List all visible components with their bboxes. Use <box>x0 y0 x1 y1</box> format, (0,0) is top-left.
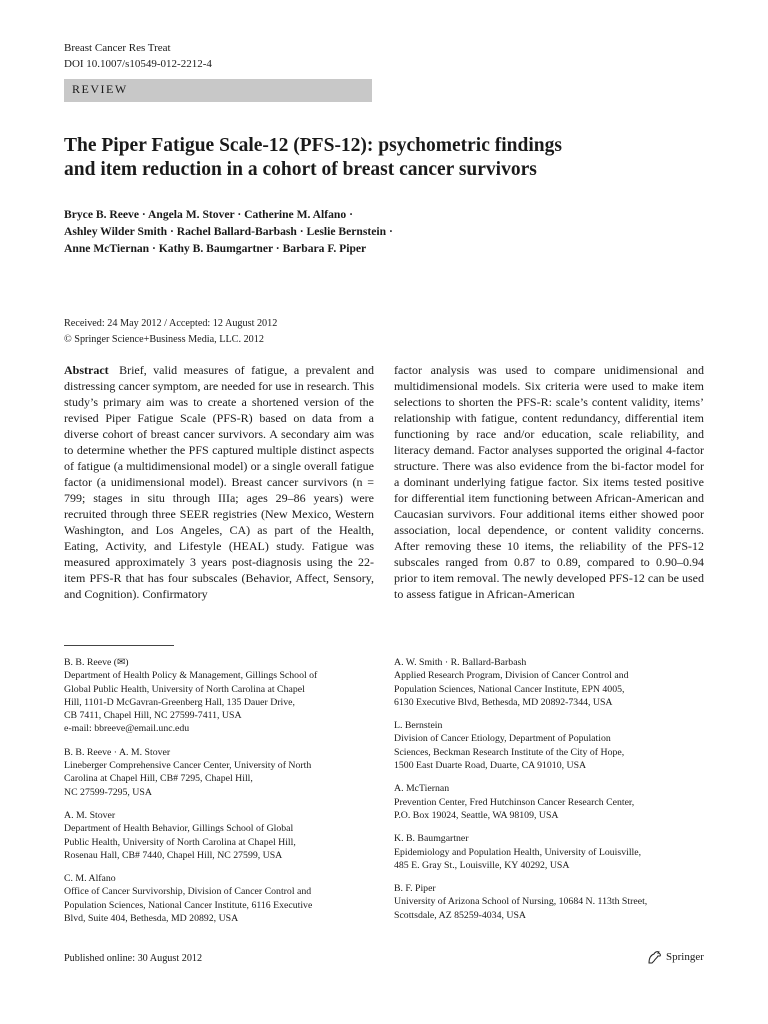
affiliation-line: 6130 Executive Blvd, Bethesda, MD 20892-7344, USA <box>394 696 613 708</box>
affiliation-line: 1500 East Duarte Road, Duarte, CA 91010, USA <box>394 760 587 772</box>
affiliation-line: Applied Research Program, Division of Cancer Control and <box>394 670 629 682</box>
affiliation-line: CB 7411, Chapel Hill, NC 27599-7411, USA <box>64 710 242 722</box>
affiliation-author: A. M. Stover <box>64 809 116 821</box>
authors-line-1: Bryce B. Reeve · Angela M. Stover · Catherine M. Alfano · <box>64 208 353 221</box>
affiliation-author: B. F. Piper <box>394 883 436 895</box>
affiliation-line: Hill, 1101-D McGavran-Greenberg Hall, 135 Dauer Drive, <box>64 696 295 708</box>
affiliation-line: Rosenau Hall, CB# 7440, Chapel Hill, NC 27599, USA <box>64 849 283 861</box>
affiliation-author: A. McTiernan <box>394 783 450 795</box>
author-list <box>64 206 724 257</box>
section-banner <box>64 79 372 102</box>
affiliation-block <box>394 656 704 709</box>
affiliation-line: Office of Cancer Survivorship, Division of Cancer Control and <box>64 886 312 898</box>
affiliation-line: Department of Health Behavior, Gillings School of Global <box>64 823 294 835</box>
affiliation-line: Public Health, University of North Carolina at Chapel Hill, <box>64 836 296 848</box>
article-dates <box>64 316 277 348</box>
affiliation-block <box>64 746 374 799</box>
affiliation-block <box>394 782 704 822</box>
footnote-rule <box>64 645 174 646</box>
affiliation-block <box>64 656 374 736</box>
published-date: Published online: 30 August 2012 <box>64 953 203 964</box>
affiliation-author: B. B. Reeve · A. M. Stover <box>64 746 171 758</box>
affiliation-line: University of Arizona School of Nursing, 10684 N. 113th Street, <box>394 896 648 908</box>
copyright: © Springer Science+Business Media, LLC. 2012 <box>64 334 264 345</box>
affiliation-line: Population Sciences, National Cancer Institute, 6116 Executive <box>64 899 313 911</box>
affiliation-line: Prevention Center, Fred Hutchinson Cancer Research Center, <box>394 796 635 808</box>
affiliation-block <box>394 832 704 872</box>
affiliation-line: Lineberger Comprehensive Cancer Center, University of North <box>64 760 312 772</box>
affiliation-line: Department of Health Policy & Management, Gillings School of <box>64 670 318 682</box>
affiliation-line: Population Sciences, National Cancer Institute, EPN 4005, <box>394 683 625 695</box>
journal-header <box>64 40 212 72</box>
affiliations-left <box>64 656 374 935</box>
affiliation-author: K. B. Baumgartner <box>394 833 469 845</box>
doi: DOI 10.1007/s10549-012-2212-4 <box>64 58 212 70</box>
authors-line-2: Ashley Wilder Smith · Rachel Ballard-Barbash · Leslie Bernstein · <box>64 225 393 238</box>
affiliation-block <box>64 872 374 925</box>
affiliation-author: C. M. Alfano <box>64 873 116 885</box>
received-accepted: Received: 24 May 2012 / Accepted: 12 August 2012 <box>64 318 278 329</box>
springer-horse-icon <box>646 950 662 964</box>
article-title <box>64 134 684 182</box>
authors-line-3: Anne McTiernan · Kathy B. Baumgartner · Barbara F. Piper <box>64 242 367 255</box>
affiliation-line: Epidemiology and Population Health, University of Louisville, <box>394 846 642 858</box>
abstract-column-left <box>64 362 374 602</box>
affiliation-line: Carolina at Chapel Hill, CB# 7295, Chapel Hill, <box>64 773 253 785</box>
section-label: REVIEW <box>72 82 128 96</box>
affiliation-line: Scottsdale, AZ 85259-4034, USA <box>394 909 526 921</box>
affiliation-line: Blvd, Suite 404, Bethesda, MD 20892, USA <box>64 913 239 925</box>
affiliation-block <box>394 882 704 922</box>
abstract-column-right <box>394 362 704 602</box>
affiliation-line: Division of Cancer Etiology, Department of Population <box>394 733 611 745</box>
affiliation-line: 485 E. Gray St., Louisville, KY 40292, USA <box>394 859 570 871</box>
affiliation-block <box>64 809 374 862</box>
affiliation-line: NC 27599-7295, USA <box>64 786 152 798</box>
publisher-name: Springer <box>666 951 704 963</box>
affiliation-line: P.O. Box 19024, Seattle, WA 98109, USA <box>394 809 559 821</box>
affiliation-author: A. W. Smith · R. Ballard-Barbash <box>394 657 527 668</box>
title-line-1: The Piper Fatigue Scale-12 (PFS-12): psychometric findings <box>64 135 562 156</box>
affiliation-author: L. Bernstein <box>394 720 443 732</box>
affiliation-author: B. B. Reeve (✉) <box>64 657 129 668</box>
springer-logo <box>646 950 704 964</box>
affiliation-line[interactable]: e-mail: bbreeve@email.unc.edu <box>64 723 190 735</box>
abstract-text-right: factor analysis was used to compare unidimensional and multidimensional models. Six criteria were used to make item selections to shorten the PFS-R: scale’s content validity, items’ relationship with fatigue, content redundancy, differential item functioning by race and/or education, scale reliability, and literacy demand. Factor analyses supported the original 4-factor structure. There was also evidence from the bi-factor model for a dominant underlying fatigue factor. Six items tested positive for differential item functioning between African-American and Caucasian survivors. Four additional items either showed poor association, local dependence, or content validity concerns. After removing these 10 items, the reliability of the PFS-12 subscales ranged from 0.87 to 0.89, compared to 0.90–0.94 prior to item removal. The newly developed PFS-12 can be used to assess fatigue in African-American <box>394 363 704 601</box>
abstract-text-left: Brief, valid measures of fatigue, a prevalent and distressing cancer symptom, are needed for use in research. This study’s primary aim was to create a shortened version of the revised Piper Fatigue Scale (PFS-R) based on data from a diverse cohort of breast cancer survivors. A secondary aim was to determine whether the PFS captured multiple distinct aspects of fatigue (a multidimensional model) or a single overall fatigue factor (a unidimensional model). Breast cancer survivors (n = 799; stages in situ through IIIa; ages 29–86 years) were recruited through three SEER registries (New Mexico, Western Washington, and Los Angeles, CA) as part of the Health, Eating, Activity, and Lifestyle (HEAL) study. Fatigue was measured approximately 3 years post-diagnosis using the 22-item PFS-R that has four subscales (Behavior, Affect, Sensory, and Cognition). Confirmatory <box>64 363 375 601</box>
affiliations-right <box>394 656 704 932</box>
affiliation-block <box>394 719 704 772</box>
affiliation-line: Sciences, Beckman Research Institute of the City of Hope, <box>394 746 625 758</box>
title-line-2: and item reduction in a cohort of breast cancer survivors <box>64 159 537 180</box>
affiliation-line: Global Public Health, University of North Carolina at Chapel <box>64 683 305 695</box>
journal-name: Breast Cancer Res Treat <box>64 42 171 54</box>
abstract-label: Abstract <box>64 363 109 377</box>
